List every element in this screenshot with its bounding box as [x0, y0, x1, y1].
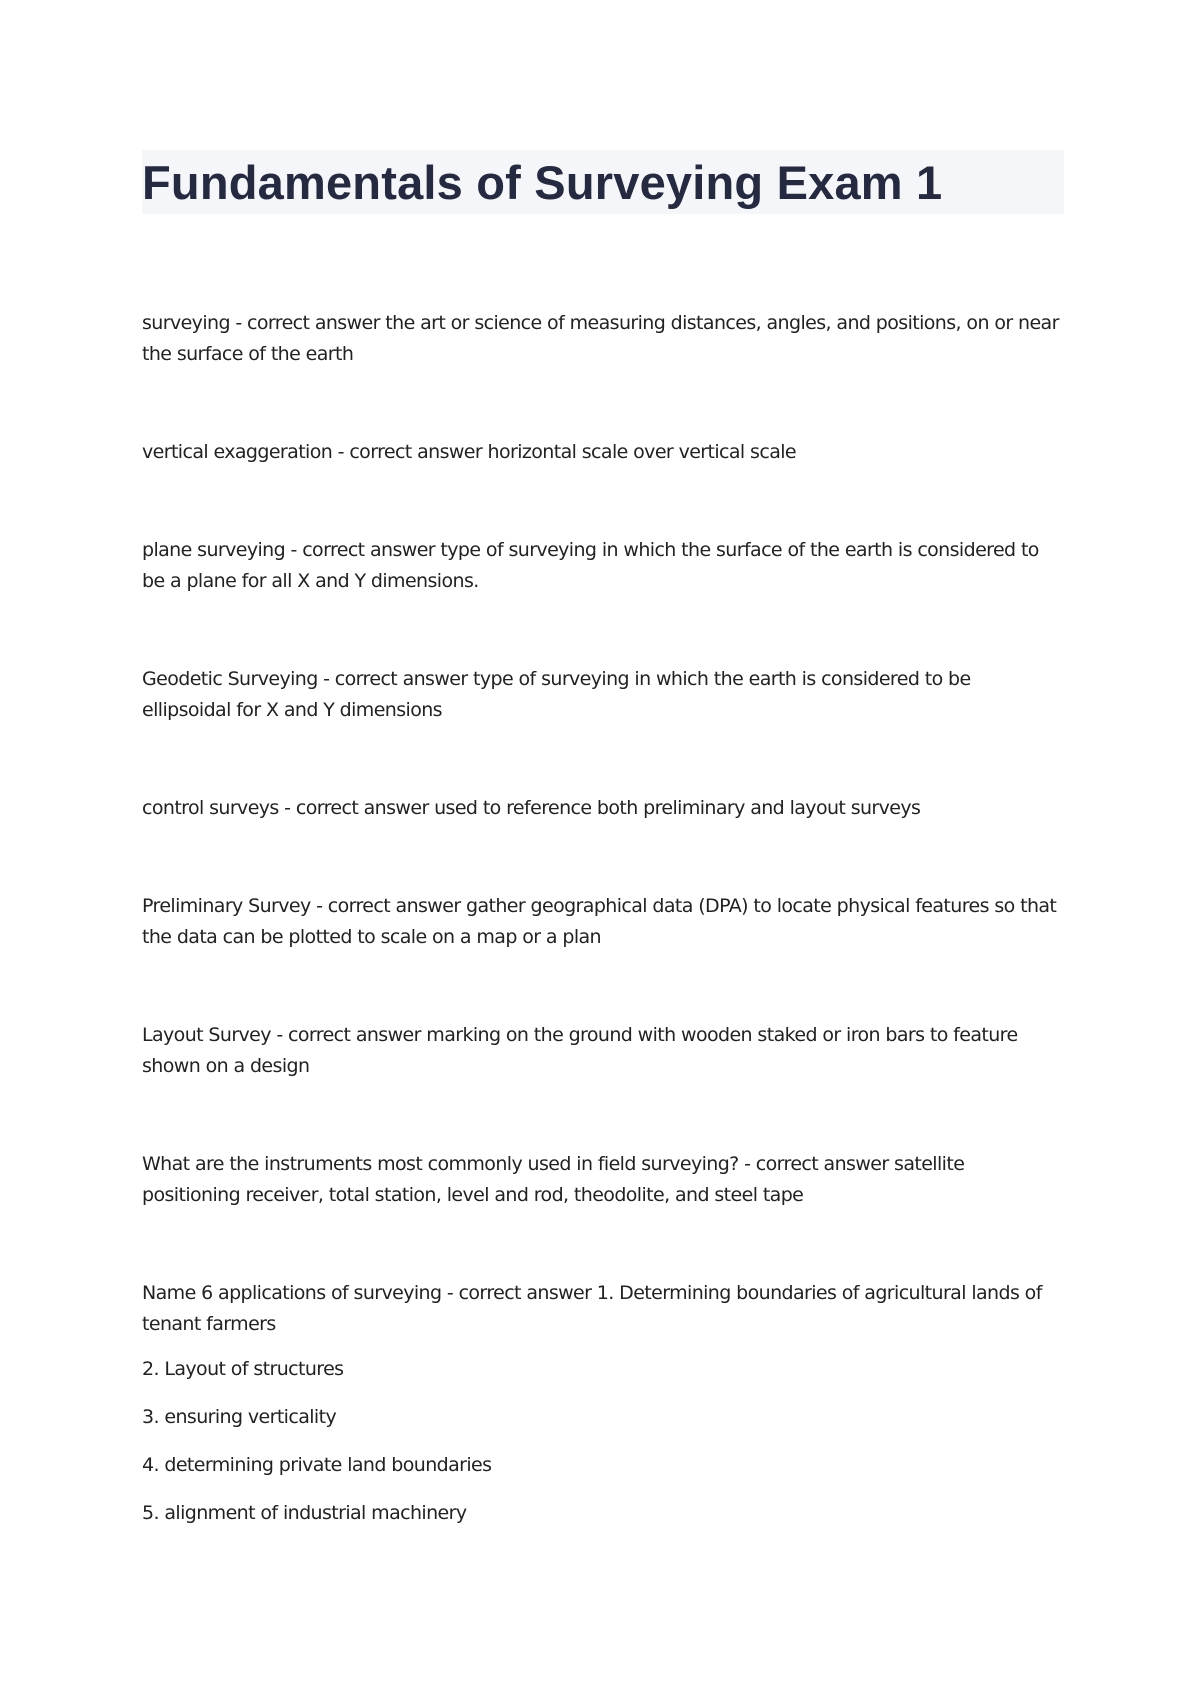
qa-item-preliminary-survey: Preliminary Survey - correct answer gather geographical data (DPA) to locate physical features so that the data can be plotted to scale on a map or a plan [142, 895, 1057, 948]
applications-list [142, 1354, 1062, 1529]
qa-item-control-surveys: control surveys - correct answer used to reference both preliminary and layout surveys [142, 797, 921, 819]
qa-item-vertical-exaggeration: vertical exaggeration - correct answer horizontal scale over vertical scale [142, 441, 797, 463]
qa-item-plane-surveying: plane surveying - correct answer type of surveying in which the surface of the earth is considered to be a plane for all X and Y dimensions. [142, 539, 1039, 592]
document-title: Fundamentals of Surveying Exam 1 [142, 155, 943, 209]
application-item: 5. alignment of industrial machinery [142, 1502, 467, 1524]
qa-list [142, 308, 1062, 1529]
qa-item-layout-survey: Layout Survey - correct answer marking on the ground with wooden staked or iron bars to feature shown on a design [142, 1024, 1018, 1077]
application-item: 2. Layout of structures [142, 1358, 344, 1380]
qa-item-instruments: What are the instruments most commonly used in field surveying? - correct answer satellite positioning receiver, total station, level and rod, theodolite, and steel tape [142, 1153, 965, 1206]
application-item: 4. determining private land boundaries [142, 1454, 492, 1476]
qa-item-geodetic-surveying: Geodetic Surveying - correct answer type of surveying in which the earth is considered to be ellipsoidal for X and Y dimensions [142, 668, 971, 721]
application-item: 3. ensuring verticality [142, 1406, 337, 1428]
document-page [142, 150, 1062, 1546]
qa-item-surveying: surveying - correct answer the art or science of measuring distances, angles, and positions, on or near the surface of the earth [142, 312, 1059, 365]
title-band [142, 150, 1064, 214]
qa-item-applications: Name 6 applications of surveying - correct answer 1. Determining boundaries of agricultural lands of tenant farmers [142, 1282, 1042, 1335]
